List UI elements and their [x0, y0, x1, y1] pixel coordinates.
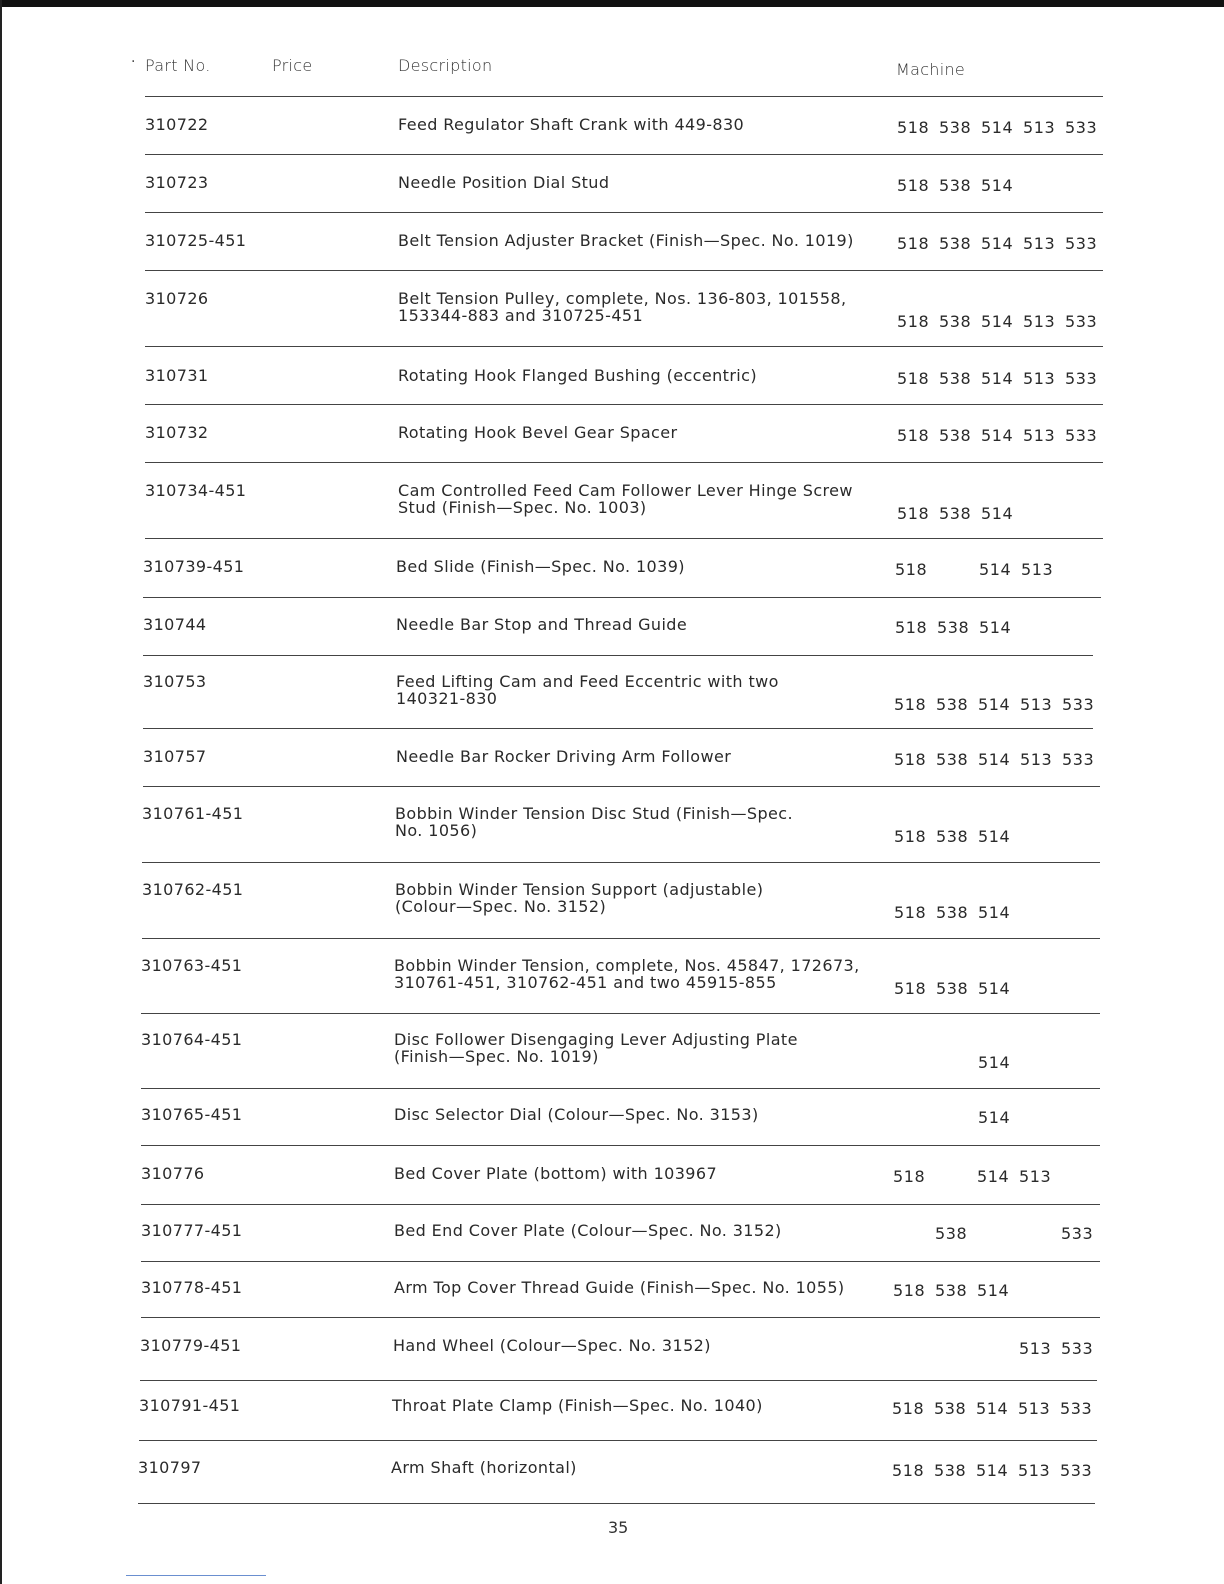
machine-code: 533	[1065, 312, 1098, 331]
row-divider	[142, 938, 1100, 939]
part-description: Throat Plate Clamp (Finish—Spec. No. 1040)	[392, 1396, 763, 1415]
machine-code: 518	[897, 176, 930, 195]
machine-code: 533	[1062, 695, 1095, 714]
machine-code: 514	[978, 695, 1011, 714]
machine-code: 514	[981, 118, 1014, 137]
part-description: Rotating Hook Bevel Gear Spacer	[398, 423, 678, 442]
machine-code: 518	[897, 369, 930, 388]
part-description: Belt Tension Pulley, complete, Nos. 136-803, 101558, 153344-883 and 310725-451	[398, 289, 847, 325]
machine-code: 538	[939, 176, 972, 195]
machine-code: 518	[895, 560, 928, 579]
machine-code: 533	[1065, 426, 1098, 445]
machine-code: 513	[1020, 750, 1053, 769]
machine-list	[893, 1339, 1103, 1357]
row-divider	[145, 346, 1103, 347]
machine-code: 518	[894, 903, 927, 922]
part-description: Disc Follower Disengaging Lever Adjusting Plate (Finish—Spec. No. 1019)	[394, 1030, 798, 1066]
machine-code: 518	[892, 1399, 925, 1418]
row-divider	[145, 270, 1103, 271]
machine-code: 513	[1019, 1167, 1052, 1186]
machine-list	[897, 312, 1107, 330]
part-number: 310765-451	[141, 1105, 243, 1124]
part-description: Feed Lifting Cam and Feed Eccentric with two 140321-830	[396, 672, 779, 708]
machine-code: 513	[1023, 369, 1056, 388]
part-number: 310763-451	[141, 956, 243, 975]
machine-code: 513	[1023, 118, 1056, 137]
part-number: 310739-451	[143, 557, 245, 576]
row-divider	[145, 538, 1103, 539]
machine-code: 538	[934, 1399, 967, 1418]
header-bullet: ·	[131, 54, 136, 70]
header-part-no: Part No.	[145, 56, 211, 75]
machine-code: 513	[1019, 1339, 1052, 1358]
machine-code: 514	[977, 1281, 1010, 1300]
part-number: 310778-451	[141, 1278, 243, 1297]
row-divider	[141, 1013, 1100, 1014]
row-divider	[140, 1380, 1097, 1381]
machine-code: 514	[981, 504, 1014, 523]
part-description: Needle Position Dial Stud	[398, 173, 610, 192]
part-description: Rotating Hook Flanged Bushing (eccentric)	[398, 366, 757, 385]
part-description: Cam Controlled Feed Cam Follower Lever Hinge Screw Stud (Finish—Spec. No. 1003)	[398, 481, 853, 517]
machine-code: 518	[897, 504, 930, 523]
row-divider	[143, 597, 1101, 598]
machine-code: 538	[939, 504, 972, 523]
row-divider	[143, 728, 1093, 729]
machine-list	[894, 1108, 1104, 1126]
part-number: 310779-451	[140, 1336, 242, 1355]
machine-code: 514	[981, 234, 1014, 253]
machine-code: 513	[1020, 695, 1053, 714]
machine-code: 514	[977, 1167, 1010, 1186]
machine-code: 514	[978, 827, 1011, 846]
machine-list	[893, 1224, 1103, 1242]
machine-code: 533	[1061, 1224, 1094, 1243]
machine-code: 514	[978, 1108, 1011, 1127]
machine-list	[897, 234, 1107, 252]
machine-code: 518	[894, 979, 927, 998]
machine-code: 514	[981, 369, 1014, 388]
machine-code: 518	[894, 750, 927, 769]
machine-code: 533	[1060, 1399, 1093, 1418]
part-number: 310753	[143, 672, 207, 691]
page-number: 35	[608, 1518, 629, 1537]
machine-code: 513	[1018, 1399, 1051, 1418]
part-number: 310777-451	[141, 1221, 243, 1240]
row-divider	[141, 1317, 1100, 1318]
machine-list	[895, 618, 1105, 636]
machine-code: 518	[894, 695, 927, 714]
part-description: Disc Selector Dial (Colour—Spec. No. 3153)	[394, 1105, 759, 1124]
machine-code: 518	[895, 618, 928, 637]
part-number: 310734-451	[145, 481, 247, 500]
part-number: 310764-451	[141, 1030, 243, 1049]
machine-list	[897, 369, 1107, 387]
machine-code: 538	[936, 903, 969, 922]
row-divider	[142, 862, 1100, 863]
part-number: 310723	[145, 173, 209, 192]
machine-code: 514	[981, 426, 1014, 445]
part-number: 310757	[143, 747, 207, 766]
part-description: Arm Shaft (horizontal)	[391, 1458, 577, 1477]
machine-code: 538	[937, 618, 970, 637]
machine-code: 538	[936, 695, 969, 714]
machine-code: 538	[935, 1224, 968, 1243]
machine-code: 533	[1060, 1461, 1093, 1480]
machine-list	[897, 118, 1107, 136]
part-description: Needle Bar Stop and Thread Guide	[396, 615, 688, 634]
row-divider	[143, 786, 1100, 787]
machine-code: 513	[1023, 234, 1056, 253]
machine-code: 513	[1023, 426, 1056, 445]
machine-list	[894, 903, 1104, 921]
row-divider	[145, 154, 1103, 155]
machine-code: 518	[893, 1281, 926, 1300]
machine-code: 514	[978, 979, 1011, 998]
part-description: Feed Regulator Shaft Crank with 449-830	[398, 115, 745, 134]
header-machine: Machine	[896, 60, 966, 79]
part-description: Bobbin Winder Tension, complete, Nos. 45847, 172673, 310761-451, 310762-451 and two 45915-855	[394, 956, 860, 992]
machine-code: 514	[979, 560, 1012, 579]
part-description: Bed Slide (Finish—Spec. No. 1039)	[396, 557, 685, 576]
row-divider	[139, 1440, 1097, 1441]
row-divider	[141, 1145, 1100, 1146]
bottom-edge-mark	[126, 1575, 266, 1576]
machine-code: 518	[897, 426, 930, 445]
machine-code: 533	[1065, 118, 1098, 137]
part-number: 310761-451	[142, 804, 244, 823]
machine-code: 538	[939, 312, 972, 331]
machine-code: 538	[935, 1281, 968, 1300]
row-divider	[141, 1204, 1100, 1205]
machine-code: 518	[892, 1461, 925, 1480]
machine-code: 538	[934, 1461, 967, 1480]
row-divider	[141, 1088, 1100, 1089]
machine-code: 538	[939, 118, 972, 137]
machine-code: 518	[897, 118, 930, 137]
part-description: Hand Wheel (Colour—Spec. No. 3152)	[393, 1336, 711, 1355]
machine-code: 514	[981, 312, 1014, 331]
machine-code: 513	[1023, 312, 1056, 331]
machine-list	[897, 176, 1107, 194]
machine-list	[893, 1281, 1103, 1299]
part-number: 310726	[145, 289, 209, 308]
machine-code: 533	[1061, 1339, 1094, 1358]
machine-code: 514	[976, 1399, 1009, 1418]
machine-list	[897, 504, 1107, 522]
header-description: Description	[398, 56, 493, 75]
machine-code: 518	[897, 234, 930, 253]
part-description: Bobbin Winder Tension Disc Stud (Finish—Spec. No. 1056)	[395, 804, 793, 840]
machine-list	[892, 1461, 1102, 1479]
row-divider	[138, 1503, 1095, 1504]
row-divider	[145, 462, 1103, 463]
part-number: 310791-451	[139, 1396, 241, 1415]
row-divider	[145, 212, 1103, 213]
machine-list	[894, 695, 1104, 713]
row-divider	[143, 655, 1093, 656]
machine-code: 538	[936, 750, 969, 769]
machine-code: 538	[939, 369, 972, 388]
machine-code: 513	[1018, 1461, 1051, 1480]
machine-list	[897, 426, 1107, 444]
machine-code: 538	[936, 827, 969, 846]
machine-code: 538	[939, 426, 972, 445]
row-divider	[141, 1261, 1100, 1262]
machine-code: 518	[893, 1167, 926, 1186]
machine-code: 533	[1062, 750, 1095, 769]
machine-code: 514	[978, 1053, 1011, 1072]
machine-code: 514	[978, 750, 1011, 769]
part-number: 310725-451	[145, 231, 247, 250]
part-number: 310731	[145, 366, 209, 385]
machine-list	[894, 827, 1104, 845]
machine-list	[894, 979, 1104, 997]
machine-code: 514	[976, 1461, 1009, 1480]
part-number: 310732	[145, 423, 209, 442]
part-description: Bobbin Winder Tension Support (adjustable) (Colour—Spec. No. 3152)	[395, 880, 764, 916]
machine-code: 514	[978, 903, 1011, 922]
machine-list	[894, 750, 1104, 768]
machine-code: 514	[981, 176, 1014, 195]
part-description: Needle Bar Rocker Driving Arm Follower	[396, 747, 732, 766]
machine-code: 538	[939, 234, 972, 253]
part-description: Belt Tension Adjuster Bracket (Finish—Spec. No. 1019)	[398, 231, 854, 250]
machine-code: 518	[894, 827, 927, 846]
part-number: 310762-451	[142, 880, 244, 899]
part-number: 310797	[138, 1458, 202, 1477]
header-price: Price	[272, 56, 313, 75]
part-number: 310744	[143, 615, 207, 634]
machine-code: 513	[1021, 560, 1054, 579]
machine-list	[892, 1399, 1102, 1417]
part-description: Bed Cover Plate (bottom) with 103967	[394, 1164, 718, 1183]
machine-code: 514	[979, 618, 1012, 637]
part-description: Bed End Cover Plate (Colour—Spec. No. 3152)	[394, 1221, 782, 1240]
part-number: 310722	[145, 115, 209, 134]
machine-code: 518	[897, 312, 930, 331]
machine-code: 533	[1065, 369, 1098, 388]
part-number: 310776	[141, 1164, 205, 1183]
machine-list	[893, 1167, 1103, 1185]
machine-code: 533	[1065, 234, 1098, 253]
row-divider	[145, 404, 1103, 405]
machine-code: 538	[936, 979, 969, 998]
part-description: Arm Top Cover Thread Guide (Finish—Spec. No. 1055)	[394, 1278, 845, 1297]
machine-list	[894, 1053, 1104, 1071]
machine-list	[895, 560, 1105, 578]
